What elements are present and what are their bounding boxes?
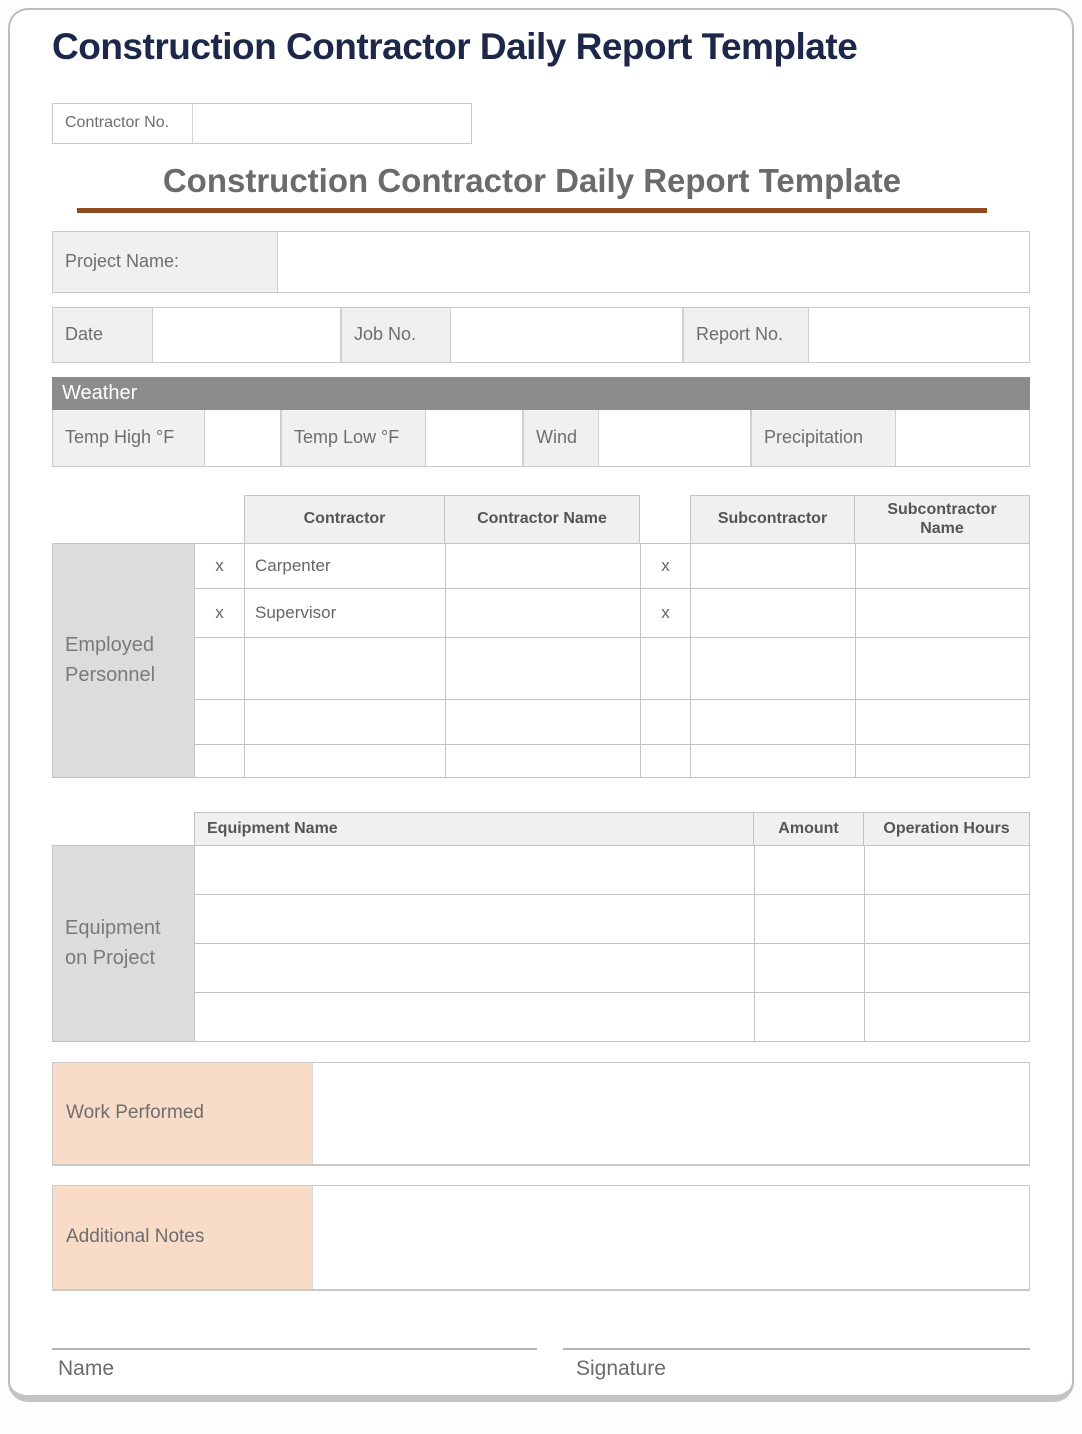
page-title: Construction Contractor Daily Report Template (52, 26, 858, 67)
weather-section (52, 377, 1030, 467)
report-page (8, 8, 1074, 1402)
equipment-hours-cell[interactable] (865, 845, 1030, 894)
temp-low-input[interactable] (426, 410, 523, 466)
precipitation-input[interactable] (896, 410, 1029, 466)
contractor-no-field (52, 103, 472, 144)
subcontractor-check-cell[interactable]: x (641, 588, 691, 637)
name-signature-line[interactable]: Name (52, 1348, 537, 1381)
equipment-header-spacer (52, 812, 194, 846)
subcontractor-name-cell[interactable] (856, 699, 1030, 744)
temp-high-label: Temp High °F (53, 410, 205, 466)
equipment-name-cell[interactable] (195, 845, 755, 894)
report-no-input[interactable] (809, 308, 1029, 362)
equipment-table (52, 845, 1030, 1042)
contractor-check-cell[interactable] (195, 699, 245, 744)
equipment-amount-cell[interactable] (755, 894, 865, 943)
subcontractor-cell[interactable] (691, 744, 856, 777)
job-no-label: Job No. (341, 308, 451, 362)
contractor-column-header: Contractor (244, 495, 445, 544)
contractor-cell[interactable]: Supervisor (245, 588, 446, 637)
project-name-label: Project Name: (53, 232, 278, 292)
subcontractor-column-header: Subcontractor (690, 495, 855, 544)
form-title: Construction Contractor Daily Report Template (77, 162, 987, 213)
equipment-name-cell[interactable] (195, 894, 755, 943)
personnel-header-gap (640, 495, 690, 544)
contractor-name-cell[interactable] (446, 699, 641, 744)
subcontractor-cell[interactable] (691, 699, 856, 744)
equipment-hours-cell[interactable] (865, 943, 1030, 992)
operation-hours-column-header: Operation Hours (864, 812, 1030, 846)
personnel-row (53, 744, 1030, 777)
date-job-report-row (52, 307, 1030, 363)
additional-notes-input[interactable] (313, 1186, 1029, 1289)
equipment-row (53, 943, 1030, 992)
equipment-row (53, 894, 1030, 943)
temp-high-input[interactable] (205, 410, 281, 466)
subcontractor-name-cell[interactable] (856, 588, 1030, 637)
equipment-hours-cell[interactable] (865, 992, 1030, 1041)
weather-fields-row (52, 410, 1030, 467)
additional-notes-section (52, 1185, 1030, 1291)
equipment-on-project-label: Equipment on Project (53, 845, 195, 1041)
equipment-row (53, 992, 1030, 1041)
contractor-name-cell[interactable] (446, 637, 641, 699)
subcontractor-check-cell[interactable]: x (641, 543, 691, 588)
equipment-amount-cell[interactable] (755, 943, 865, 992)
equipment-name-cell[interactable] (195, 943, 755, 992)
report-no-label: Report No. (683, 308, 809, 362)
subcontractor-cell[interactable] (691, 637, 856, 699)
contractor-no-input[interactable] (193, 104, 471, 143)
subcontractor-check-cell[interactable] (641, 637, 691, 699)
subcontractor-name-cell[interactable] (856, 744, 1030, 777)
personnel-row (53, 637, 1030, 699)
weather-section-header: Weather (52, 377, 1030, 410)
employed-personnel-label: Employed Personnel (53, 543, 195, 777)
contractor-check-cell[interactable] (195, 744, 245, 777)
signature-line[interactable]: Signature (563, 1348, 1030, 1381)
subcontractor-name-column-header: Subcontractor Name (855, 495, 1030, 544)
amount-column-header: Amount (754, 812, 864, 846)
additional-notes-label: Additional Notes (53, 1186, 313, 1289)
work-performed-input[interactable] (313, 1063, 1029, 1164)
subcontractor-name-cell[interactable] (856, 637, 1030, 699)
equipment-name-column-header: Equipment Name (194, 812, 754, 846)
subcontractor-name-cell[interactable] (856, 543, 1030, 588)
contractor-cell[interactable]: Carpenter (245, 543, 446, 588)
contractor-name-cell[interactable] (446, 588, 641, 637)
equipment-row (53, 845, 1030, 894)
contractor-cell[interactable] (245, 699, 446, 744)
contractor-name-cell[interactable] (446, 744, 641, 777)
equipment-name-cell[interactable] (195, 992, 755, 1041)
contractor-cell[interactable] (245, 637, 446, 699)
date-label: Date (53, 308, 153, 362)
personnel-row (53, 543, 1030, 588)
equipment-hours-cell[interactable] (865, 894, 1030, 943)
contractor-name-column-header: Contractor Name (445, 495, 640, 544)
signature-block (52, 1348, 1030, 1381)
equipment-header-row (52, 812, 1030, 846)
equipment-amount-cell[interactable] (755, 992, 865, 1041)
contractor-no-label: Contractor No. (53, 104, 193, 143)
contractor-check-cell[interactable]: x (195, 543, 245, 588)
work-performed-section (52, 1062, 1030, 1166)
work-performed-label: Work Performed (53, 1063, 313, 1164)
contractor-check-cell[interactable] (195, 637, 245, 699)
personnel-row (53, 588, 1030, 637)
temp-low-label: Temp Low °F (281, 410, 426, 466)
contractor-cell[interactable] (245, 744, 446, 777)
subcontractor-check-cell[interactable] (641, 699, 691, 744)
project-name-input[interactable] (278, 232, 1029, 292)
job-no-input[interactable] (451, 308, 683, 362)
contractor-name-cell[interactable] (446, 543, 641, 588)
subcontractor-cell[interactable] (691, 543, 856, 588)
precipitation-label: Precipitation (751, 410, 896, 466)
subcontractor-check-cell[interactable] (641, 744, 691, 777)
personnel-row (53, 699, 1030, 744)
contractor-check-cell[interactable]: x (195, 588, 245, 637)
wind-input[interactable] (599, 410, 751, 466)
project-name-row (52, 231, 1030, 293)
personnel-header-spacer (52, 495, 244, 544)
subcontractor-cell[interactable] (691, 588, 856, 637)
equipment-amount-cell[interactable] (755, 845, 865, 894)
date-input[interactable] (153, 308, 341, 362)
wind-label: Wind (523, 410, 599, 466)
personnel-header-row (52, 495, 1030, 544)
employed-personnel-table (52, 543, 1030, 778)
